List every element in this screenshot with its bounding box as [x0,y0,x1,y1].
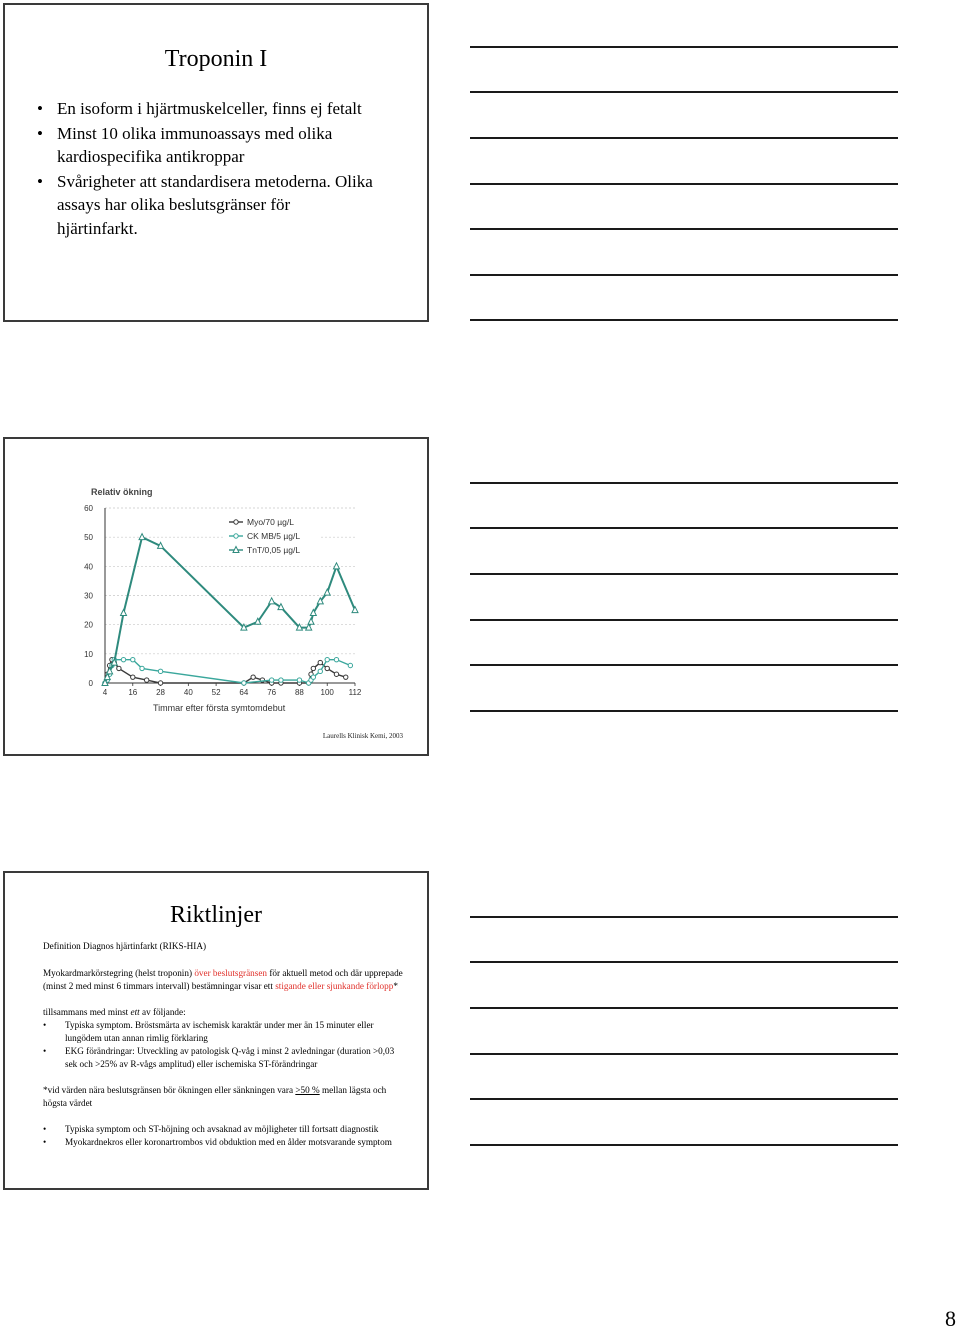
data-point [131,657,135,661]
chart-caption: Laurells Klinisk Kemi, 2003 [322,732,403,740]
y-tick-label: 40 [84,562,93,572]
italic-text: ett [130,1007,140,1017]
legend-marker [234,534,238,538]
x-tick-label: 64 [239,688,249,697]
data-point [131,675,135,679]
condition-paragraph [43,1006,403,1019]
data-point [324,589,330,595]
slide-title: Troponin I [164,46,268,72]
data-point [140,666,144,670]
data-point [333,563,339,569]
data-point [348,663,352,667]
highlight-text: över beslutsgränsen [194,968,268,978]
data-point [297,678,301,682]
list-item: • Typiska symptom och ST-höjning och avsaknad av möjligheter till fortsatt diagnostik [43,1123,403,1136]
list-item: • EKG förändringar: Utveckling av patologisk Q-våg i minst 2 avledningar (duration >0,03 sek och >25% av R-vågs amplitud) eller ischemiska ST-förändringar [43,1045,403,1071]
footnote [43,1084,403,1110]
bullet-item: • Svårigheter att standardisera metoderna. Olika assays har olika beslutsgränser för hjärtinfarkt. [35,170,375,241]
legend-label: Myo/70 µg/L [247,517,294,527]
x-tick-label: 28 [156,688,166,697]
data-point [121,610,127,616]
data-point [121,657,125,661]
data-point [311,675,315,679]
text: * [393,981,398,991]
chart [65,481,375,721]
page-number: 8 [945,1306,956,1331]
data-point [311,666,315,670]
series-line [105,537,355,683]
x-tick-label: 52 [211,688,221,697]
legend-marker [234,520,238,524]
y-tick-label: 0 [88,679,93,688]
chart-title: Relativ ökning [91,487,153,497]
data-point [334,672,338,676]
text: Myokardmarkörstegring (helst troponin) [43,968,195,978]
slide-chart [3,437,429,756]
data-point [318,669,322,673]
data-point [242,681,246,685]
criteria-list [43,1019,403,1071]
x-tick-label: 112 [348,688,362,697]
slide-troponin [3,3,429,322]
legend-label: CK MB/5 µg/L [247,531,301,541]
legend-label: TnT/0,05 µg/L [247,545,301,555]
bullet-item: • En isoform i hjärtmuskelceller, finns ej fetalt [35,97,375,121]
data-point [334,657,338,661]
data-point [325,657,329,661]
data-point [144,678,148,682]
underlined-text: >50 % [295,1085,320,1095]
data-point [325,666,329,670]
x-tick-label: 16 [128,688,138,697]
x-tick-label: 40 [183,688,193,697]
slide-title: Riktlinjer [170,902,262,928]
subtitle: Definition Diagnos hjärtinfarkt (RIKS-HIA) [43,941,207,951]
y-tick-label: 30 [84,591,93,601]
definition-paragraph [43,967,403,993]
slide-riktlinjer [3,871,429,1190]
x-tick-label: 100 [320,688,334,697]
data-point [251,675,255,679]
data-point [269,598,275,604]
y-tick-label: 50 [84,533,93,543]
data-point [139,534,145,540]
text: *vid värden nära beslutsgränsen bör ökningen eller sänkningen vara [43,1085,296,1095]
data-point [269,678,273,682]
text: tillsammans med minst [43,1007,131,1017]
x-tick-label: 76 [267,688,277,697]
data-point [117,666,121,670]
y-tick-label: 60 [84,504,93,513]
bullet-item: • Minst 10 olika immunoassays med olika kardiospecifika antikroppar [35,122,375,169]
list-item: • Typiska symptom. Bröstsmärta av ischemisk karaktär under mer än 15 minuter eller lungödem utan annan rimlig förklaring [43,1019,403,1045]
data-point [279,678,283,682]
y-tick-label: 10 [84,649,93,659]
list-item: • Myokardnekros eller koronartrombos vid obduktion med en ålder motsvarande symptom [43,1136,403,1149]
data-point [158,681,162,685]
x-tick-label: 4 [102,688,108,697]
chart-svg [65,481,375,721]
data-point [158,669,162,673]
data-point [344,675,348,679]
text: för aktuell metod och där upprepade (minst 2 med minst 6 timmars intervall) bestämningar visar ett [43,968,403,991]
x-tick-label: 88 [294,688,304,697]
data-point [318,660,322,664]
bullet-list [35,97,375,241]
x-axis-label: Timmar efter första symtomdebut [153,703,286,713]
text: av följande: [139,1007,186,1017]
data-point [308,618,314,624]
text: mellan lägsta och högsta värdet [43,1085,387,1108]
additional-list [43,1123,403,1149]
highlight-text: stigande eller sjunkande förlopp [275,981,394,991]
y-tick-label: 20 [84,620,93,630]
